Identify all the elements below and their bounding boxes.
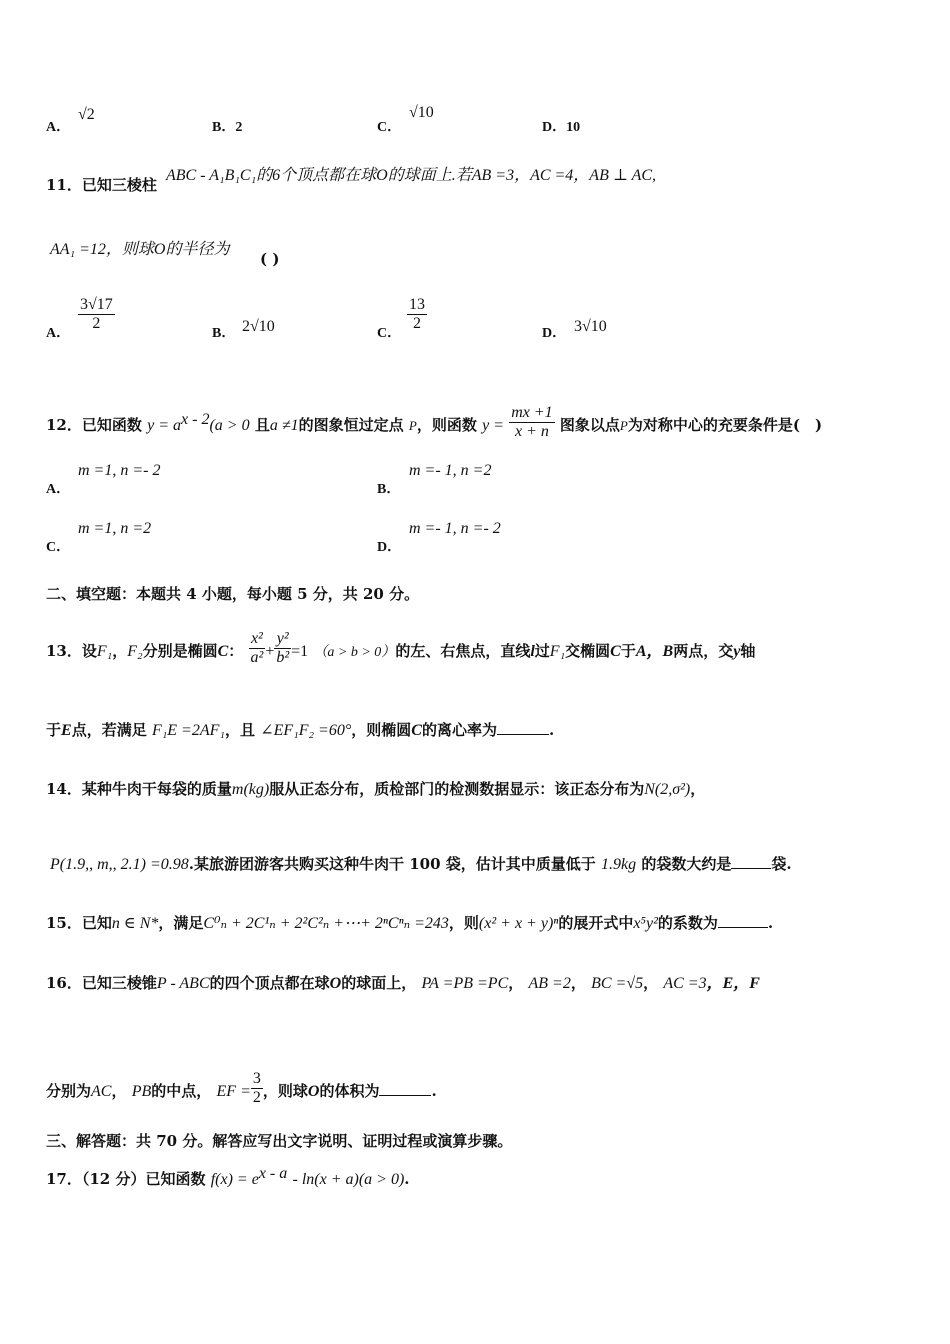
q12-text-then: ，则函数 — [416, 416, 477, 434]
q16-ac: AC =3 — [663, 975, 707, 992]
q13-end: . — [548, 721, 555, 739]
q12-point-p2: P — [619, 418, 628, 433]
q13-condition-fe: F₁E =2AF₁ — [151, 722, 225, 739]
q16-o2: O — [307, 1083, 320, 1100]
q13-eq1: =1 — [291, 643, 309, 660]
q12-condition: (a > 0 — [209, 417, 250, 434]
q12-option-c-value: m =1, n =2 — [78, 520, 152, 537]
q10-option-a-value: √2 — [78, 106, 95, 123]
q15-sum: C⁰ₙ + 2C¹ₙ + 2²C²ₙ +⋯+ 2ⁿCⁿₙ =243 — [203, 915, 449, 932]
q15-answer-blank[interactable] — [718, 913, 768, 928]
q11-bracket: ( ) — [260, 250, 280, 268]
q16-ac-midpoint: AC — [91, 1083, 112, 1100]
q11-option-c-numerator: 13 — [409, 296, 425, 313]
q13-l2c: ，且 — [224, 721, 255, 739]
q17-end: . — [404, 1170, 410, 1188]
q13-x-num: x² — [250, 630, 263, 647]
q15-text4: 的系数为 — [657, 914, 718, 932]
q11-option-a-label: A． — [46, 326, 71, 341]
q17-function: f(x) = e — [210, 1171, 259, 1188]
q14-text4: 袋. — [771, 855, 792, 873]
q13-c: C — [217, 643, 229, 660]
q12-y-eq: y = — [482, 417, 504, 434]
q13-c2: C — [610, 643, 621, 660]
q16-line1 — [46, 970, 760, 993]
q12-option-d-value: m =- 1, n =- 2 — [409, 520, 501, 537]
q14-text2: .某旅游团游客共购买这种牛肉干 100 袋，估计其中质量低于 — [188, 855, 596, 873]
q13-text6: 两点，交 — [673, 642, 734, 660]
q12-fraction-denominator: x + n — [509, 422, 554, 441]
q12-option-c-label: C． — [46, 540, 71, 555]
q11-option-a-denominator: 2 — [78, 314, 115, 333]
q15-line — [46, 912, 773, 933]
q16-pa-pb-pc: PA =PB =PC — [421, 975, 509, 992]
q15-text2: ，则 — [448, 914, 479, 932]
q16-pb-midpoint: PB — [131, 1083, 152, 1100]
q12-fraction-numerator: mx +1 — [511, 404, 553, 421]
q13-e: E — [61, 722, 72, 739]
q11-statement-line2: AA₁ =12，则球O的半径为 — [50, 241, 230, 258]
q13-f1: F₁ — [96, 643, 113, 660]
q16-ef: ，E，F — [706, 975, 760, 992]
q16-l2b: ， — [111, 1082, 127, 1100]
q16-sep1: ， — [508, 974, 524, 992]
q12-text-condition: 为对称中心的充要条件是( ) — [627, 416, 823, 434]
q15-text1: ，满足 — [158, 914, 204, 932]
q12-number: 12．已知函数 — [46, 416, 142, 434]
q17-rest: - ln(x + a)(a > 0) — [292, 1171, 405, 1188]
q11-option-c-denominator: 2 — [407, 314, 427, 333]
q15-condition: n ∈ N* — [111, 915, 159, 932]
q13-y: y — [733, 643, 741, 660]
q13-line2 — [46, 719, 554, 740]
q12-condition2: a ≠1 — [269, 417, 299, 434]
q16-l2a: 分别为 — [46, 1082, 92, 1100]
q16-sep2: ， — [570, 974, 586, 992]
q13-plus: + — [265, 643, 275, 660]
q13-y-num: y² — [276, 630, 289, 647]
q12-exponent: x - 2 — [181, 411, 210, 428]
q16-answer-blank[interactable] — [379, 1081, 431, 1096]
q11-option-a-numerator: 3√17 — [80, 296, 113, 313]
q11-option-c-fraction — [407, 296, 427, 333]
section-2-heading: 二、填空题：本题共 4 小题，每小题 5 分，共 20 分。 — [46, 585, 420, 603]
q14-answer-blank[interactable] — [731, 854, 771, 869]
q11-option-d-value: 3√10 — [574, 318, 607, 335]
q13-number: 13．设 — [46, 642, 97, 660]
q16-sep3: ， — [643, 974, 659, 992]
q16-pabc: P - ABC — [156, 975, 210, 992]
q13-ab: A，B — [635, 643, 674, 660]
q12-option-b-label: B． — [377, 482, 401, 497]
q10-option-c-label: C． — [377, 120, 402, 135]
q16-ef-den: 2 — [252, 1089, 261, 1106]
q12-option-b-value: m =- 1, n =2 — [409, 462, 492, 479]
q16-o: O — [329, 975, 342, 992]
q13-sep: ， — [112, 642, 128, 660]
q16-l2e: 的体积为 — [319, 1082, 380, 1100]
q11-option-a-fraction — [78, 296, 115, 333]
q12-text-symmetric: 图象以点 — [559, 416, 620, 434]
q13-condition: （a > b > 0） — [313, 645, 396, 660]
q16-end: . — [431, 1082, 437, 1100]
q17-line — [46, 1165, 410, 1189]
q13-answer-blank[interactable] — [497, 720, 549, 735]
q16-text1: 的四个顶点都在球 — [209, 974, 330, 992]
q14-probability: P(1.9,, m,, 2.1) =0.98 — [50, 856, 189, 873]
q12-option-a-value: m =1, n =- 2 — [78, 462, 161, 479]
q14-number: 14．某种牛肉干每袋的质量 — [46, 780, 232, 798]
q12-text-passes: 的图象恒过定点 — [298, 416, 404, 434]
q14-text1: 服从正态分布，质检部门的检测数据显示：该正态分布为 — [269, 780, 645, 798]
q10-option-d: D．10 — [542, 120, 581, 135]
q14-mkg: m(kg) — [231, 781, 270, 798]
q13-l2d: ，则椭圆 — [351, 721, 412, 739]
q12-option-a-label: A． — [46, 482, 71, 497]
q12-point-p: P — [408, 418, 417, 433]
q14-text3: 的袋数大约是 — [641, 855, 732, 873]
q11-option-c-label: C． — [377, 326, 402, 341]
q12-text-and: 且 — [254, 416, 270, 434]
q11-statement-line1: ABC - A₁B₁C₁的6个顶点都在球O的球面上.若AB =3，AC =4，AB ⊥ AC, — [166, 167, 657, 184]
q13-text5: 于 — [620, 642, 636, 660]
q13-colon: ： — [228, 642, 244, 660]
q16-number: 16．已知三棱锥 — [46, 974, 157, 992]
section-3-heading: 三、解答题：共 70 分。解答应写出文字说明、证明过程或演算步骤。 — [46, 1132, 513, 1150]
q13-l2e: 的离心率为 — [421, 721, 497, 739]
q11-number: 11．已知三棱柱 — [46, 176, 157, 194]
q10-option-b: B．2 — [212, 120, 243, 135]
q16-l2d: ，则球 — [262, 1082, 308, 1100]
q15-expression: (x² + x + y)ⁿ — [478, 915, 559, 932]
q14-weight: 1.9kg — [601, 856, 637, 873]
q16-line2 — [46, 1070, 437, 1107]
q13-text1: 分别是椭圆 — [142, 642, 218, 660]
q17-number: 17．（12 分）已知函数 — [46, 1170, 206, 1188]
q13-line1 — [46, 630, 755, 667]
q13-text3: 过 — [534, 642, 550, 660]
q13-text7: 轴 — [740, 642, 756, 660]
q14-comma: ， — [690, 780, 706, 798]
q13-l2a: 于 — [46, 721, 62, 739]
q16-ef-num: 3 — [252, 1070, 261, 1087]
q15-end: . — [767, 914, 774, 932]
q13-l2b: 点，若满足 — [71, 721, 147, 739]
q13-f2: F₂ — [127, 643, 143, 660]
q16-ab: AB =2 — [528, 975, 571, 992]
q11-option-b-label: B． — [212, 326, 236, 341]
q17-exponent: x - a — [258, 1165, 288, 1182]
q16-text2: 的球面上， — [341, 974, 417, 992]
q12-option-d-label: D． — [377, 540, 402, 555]
q13-condition-angle: ∠EF₁F₂ =60° — [260, 722, 352, 739]
q13-x-den: a² — [250, 649, 264, 666]
q11-option-b-value: 2√10 — [242, 318, 275, 335]
q15-term: x⁵y² — [633, 915, 658, 932]
q12-function: y = a — [147, 417, 182, 434]
q14-distribution: N(2,σ²) — [644, 781, 691, 798]
q11-option-d-label: D． — [542, 326, 567, 341]
q13-text4: 交椭圆 — [565, 642, 611, 660]
q10-option-a-label: A． — [46, 120, 71, 135]
q16-bc: BC =√5 — [591, 975, 644, 992]
q14-line1 — [46, 778, 705, 799]
q16-l2c: 的中点， — [151, 1082, 212, 1100]
q15-number: 15．已知 — [46, 914, 112, 932]
q15-text3: 的展开式中 — [558, 914, 634, 932]
q13-l: l — [530, 643, 535, 660]
q13-text2: 的左、右焦点，直线 — [395, 642, 531, 660]
q14-line2 — [50, 853, 792, 874]
q13-y-den: b² — [276, 649, 290, 666]
q16-ef-eq: EF = — [216, 1083, 251, 1100]
q12-statement — [46, 404, 822, 441]
q10-option-c-value: √10 — [409, 104, 434, 121]
q13-f1b: F₁ — [549, 643, 566, 660]
q13-c3: C — [411, 722, 422, 739]
